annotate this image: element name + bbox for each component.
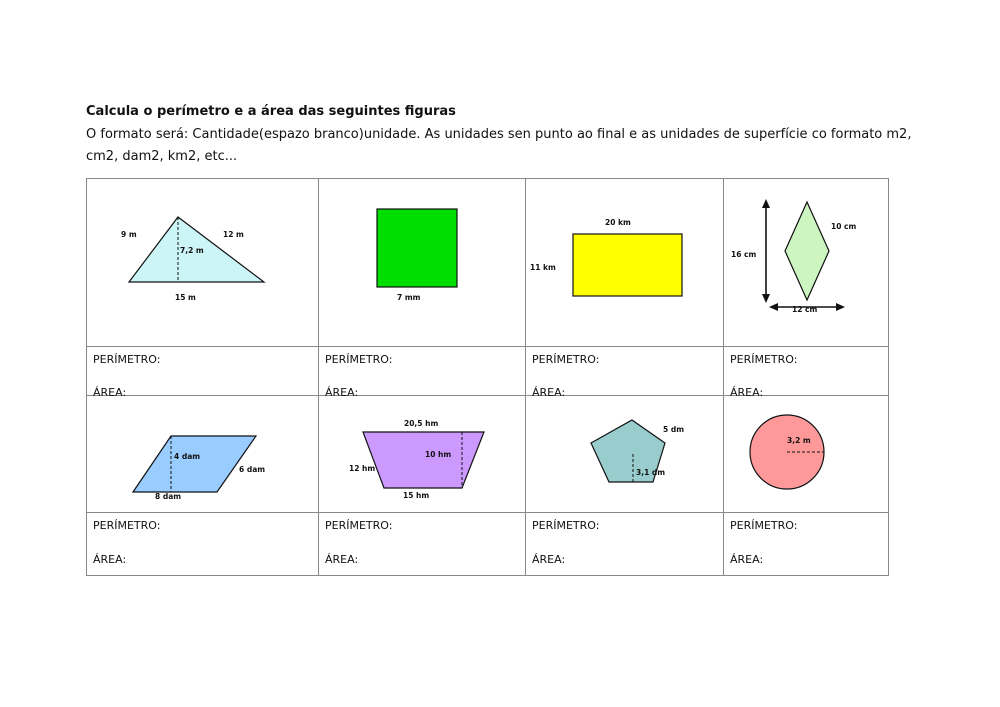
answer-cell[interactable] [87,347,318,399]
trapezoid-side-label: 12 hm [349,464,376,473]
triangle-height-label: 7,2 m [180,246,204,255]
rectangle-top-label: 20 km [605,218,631,227]
area-label: ÁREA: [532,553,566,566]
rhombus-vertical-label: 16 cm [731,250,757,259]
circle-figure [724,396,888,512]
answer-cell[interactable] [319,513,525,575]
answer-cell[interactable] [724,347,888,399]
answer-cell[interactable] [319,347,525,399]
figure-pentagon [526,396,723,512]
trapezoid-figure [319,396,525,512]
figure-triangle [87,179,318,346]
answer-cell[interactable] [526,513,723,575]
triangle-figure [87,179,318,346]
figure-rectangle [526,179,723,346]
trapezoid-height-label: 10 hm [425,450,452,459]
area-label: ÁREA: [325,386,359,399]
area-label: ÁREA: [325,553,359,566]
figure-rhombus [724,179,888,346]
trapezoid-shape [363,432,484,488]
answer-cell[interactable] [526,347,723,399]
rectangle-shape [573,234,682,296]
pentagon-side-label: 5 dm [663,425,685,434]
triangle-left-label: 9 m [121,230,137,239]
figure-square [319,179,525,346]
parallelogram-shape [133,436,256,492]
parallelogram-height-label: 4 dam [174,452,201,461]
parallelogram-base-label: 8 dam [155,492,182,501]
figure-trapezoid [319,396,525,512]
perimeter-label: PERÍMETRO: [325,519,393,532]
pentagon-figure [526,396,723,512]
area-label: ÁREA: [93,386,127,399]
trapezoid-base-label: 15 hm [403,491,430,500]
rhombus-side-label: 10 cm [831,222,857,231]
answer-cell[interactable] [87,513,318,575]
rectangle-left-label: 11 km [530,263,556,272]
rhombus-shape [785,202,829,300]
rectangle-figure [526,179,723,346]
perimeter-label: PERÍMETRO: [532,519,600,532]
perimeter-label: PERÍMETRO: [325,353,393,366]
triangle-base-label: 15 m [175,293,196,302]
pentagon-apothem-label: 3,1 dm [636,468,666,477]
instructions: O formato será: Cantidade(espazo branco)unidade. As unidades sen punto ao final e as unidades de superfície co formato m2, cm2, dam2, km2, etc... [86,127,912,164]
trapezoid-top-label: 20,5 hm [404,419,439,428]
area-label: ÁREA: [730,553,764,566]
square-figure [319,179,525,346]
circle-radius-label: 3,2 m [787,436,811,445]
perimeter-label: PERÍMETRO: [93,353,161,366]
perimeter-label: PERÍMETRO: [730,519,798,532]
answer-cell[interactable] [724,513,888,575]
figure-parallelogram [87,396,318,512]
parallelogram-figure [87,396,318,512]
rhombus-figure [724,179,888,346]
area-label: ÁREA: [730,386,764,399]
triangle-right-label: 12 m [223,230,244,239]
rhombus-horizontal-label: 12 cm [792,305,818,314]
area-label: ÁREA: [93,553,127,566]
figure-circle [724,396,888,512]
parallelogram-side-label: 6 dam [239,465,266,474]
square-side-label: 7 mm [397,293,421,302]
area-label: ÁREA: [532,386,566,399]
square-shape [377,209,457,287]
perimeter-label: PERÍMETRO: [532,353,600,366]
page-title: Calcula o perímetro e a área das seguintes figuras [86,104,456,119]
figures-table [86,178,889,576]
perimeter-label: PERÍMETRO: [93,519,161,532]
perimeter-label: PERÍMETRO: [730,353,798,366]
